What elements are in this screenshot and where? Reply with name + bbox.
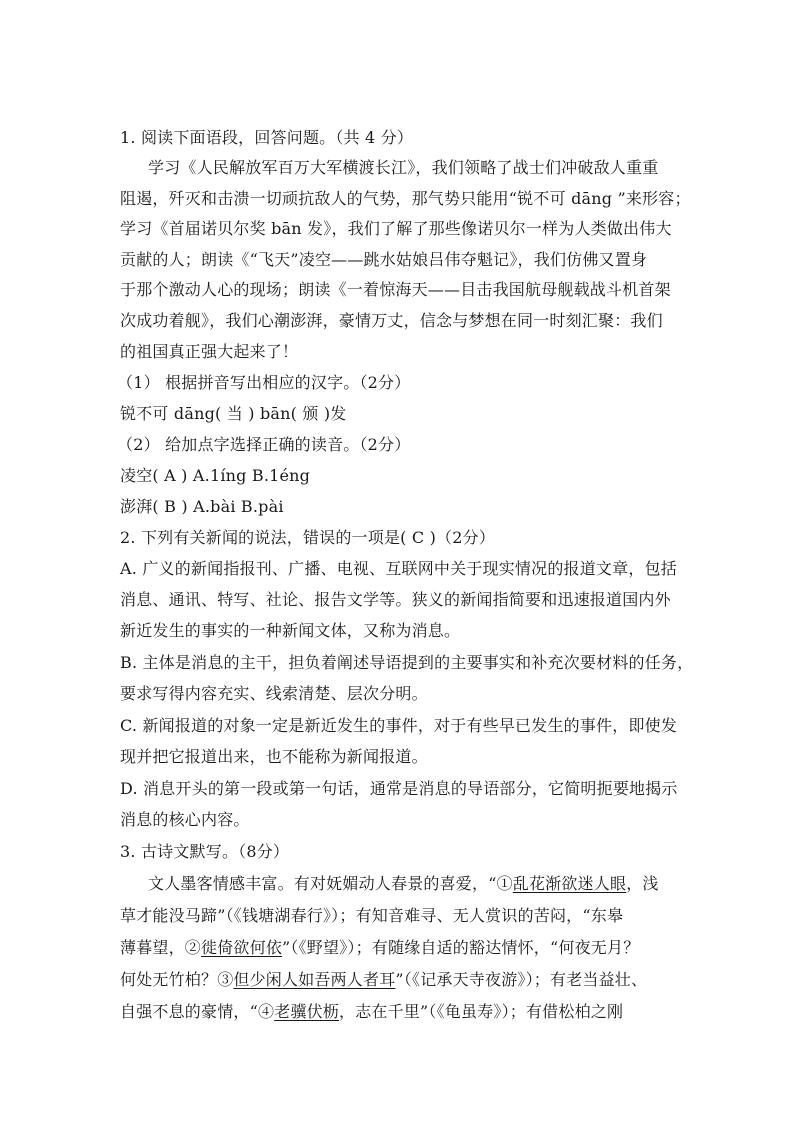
q3-line-1: [148, 874, 659, 894]
q2-option-line: C. 新闻报道的对象一定是新近发生的事件，对于有些早已发生的事件，即使发: [120, 716, 678, 735]
q3-text: ，浅: [626, 874, 659, 893]
q2-option-line: 消息、通讯、特写、社论、报告文学等。狭义的新闻指简要和迅速报道国内外: [120, 590, 671, 609]
q2-option-line: 消息的核心内容。: [120, 810, 250, 829]
q2-option-line: 新近发生的事实的一种新闻文体，又称为消息。: [120, 621, 461, 640]
q1-passage-line: 学习《人民解放军百万大军横渡长江》，我们领略了战士们冲破敌人重重: [148, 158, 659, 177]
q3-line-4: [120, 970, 647, 990]
q2-title: 2. 下列有关新闻的说法，错误的一项是( C )（2分）: [120, 528, 496, 547]
q1-sub2-answer-a: 凌空( A ) A.1íng B.1éng: [120, 466, 311, 485]
q3-line-5: [120, 1002, 623, 1022]
q1-passage-line: 贡献的人；朗读《“飞天”凌空——跳水姑娘吕伟夺魁记》，我们仿佛又置身: [120, 250, 648, 269]
q3-text: ”（《记承天寺夜游》）；有老当益壮、: [395, 970, 648, 989]
q3-text: 文人墨客情感丰富。有对妩媚动人春景的喜爱，“①: [148, 874, 513, 893]
q3-text: ，志在千里”（《龟虽寿》）；有借松柏之刚: [339, 1002, 624, 1021]
q2-option-line: 要求写得内容充实、线索清楚、层次分明。: [120, 684, 428, 703]
q2-option-line: A. 广义的新闻指报刊、广播、电视、互联网中关于现实情况的报道文章，包括: [120, 559, 677, 578]
q3-title: 3. 古诗文默写。（8分）: [120, 842, 290, 861]
q3-text: 薄暮望，②: [120, 938, 202, 957]
q3-text: 何处无竹柏？③: [120, 970, 234, 989]
q1-title: 1. 阅读下面语段，回答问题。（共 4 分）: [120, 128, 414, 147]
q1-sub1-answer: 锐不可 dāng( 当 ) bān( 颁 )发: [120, 404, 347, 423]
q3-answer-4: 老骥伏枥: [274, 1002, 339, 1021]
q1-passage-line: 次成功着舰》，我们心潮澎湃，豪情万丈，信念与梦想在同一时刻汇聚：我们: [120, 311, 663, 330]
q1-passage-line: 学习《首届诺贝尔奖 bān 发》，我们了解了那些像诺贝尔一样为人类做出伟大: [120, 219, 672, 238]
q3-answer-1: 乱花渐欲迷人眼: [512, 874, 627, 893]
q3-line-3: [120, 938, 639, 958]
q2-option-line: B. 主体是消息的主干，担负着阐述导语提到的主要事实和补充次要材料的任务，: [120, 653, 694, 672]
q1-sub2-prompt: （2） 给加点字选择正确的读音。（2分）: [117, 435, 411, 454]
q2-option-line: D. 消息开头的第一段或第一句话，通常是消息的导语部分，它简明扼要地揭示: [120, 779, 678, 798]
q3-answer-3: 但少闲人如吾两人者耳: [233, 970, 396, 989]
q3-line-2: 草才能没马蹄”（《钱塘湖春行》）；有知音难寻、无人赏识的苦闷，“东皋: [120, 906, 624, 925]
q1-sub2-answer-b: 澎湃( B ) A.bài B.pài: [120, 497, 284, 516]
q1-passage-line: 于那个激动人心的现场；朗读《一着惊海天——目击我国航母舰载战斗机首架: [120, 280, 671, 299]
q3-text: ”（《野望》）；有随缘自适的豁达情怀，“何夜无月？: [282, 938, 640, 957]
q1-passage-line: 的祖国真正强大起来了！: [120, 342, 299, 361]
q2-option-line: 现并把它报道出来，也不能称为新闻报道。: [120, 747, 428, 766]
q1-passage-line: 阻遏，歼灭和击溃一切顽抗敌人的气势，那气势只能用“锐不可 dāng ”来形容；: [120, 189, 691, 208]
q3-answer-2: 徙倚欲何依: [201, 938, 283, 957]
q1-sub1-prompt: （1） 根据拼音写出相应的汉字。（2分）: [117, 373, 411, 392]
q3-text: 自强不息的豪情，“④: [120, 1002, 275, 1021]
